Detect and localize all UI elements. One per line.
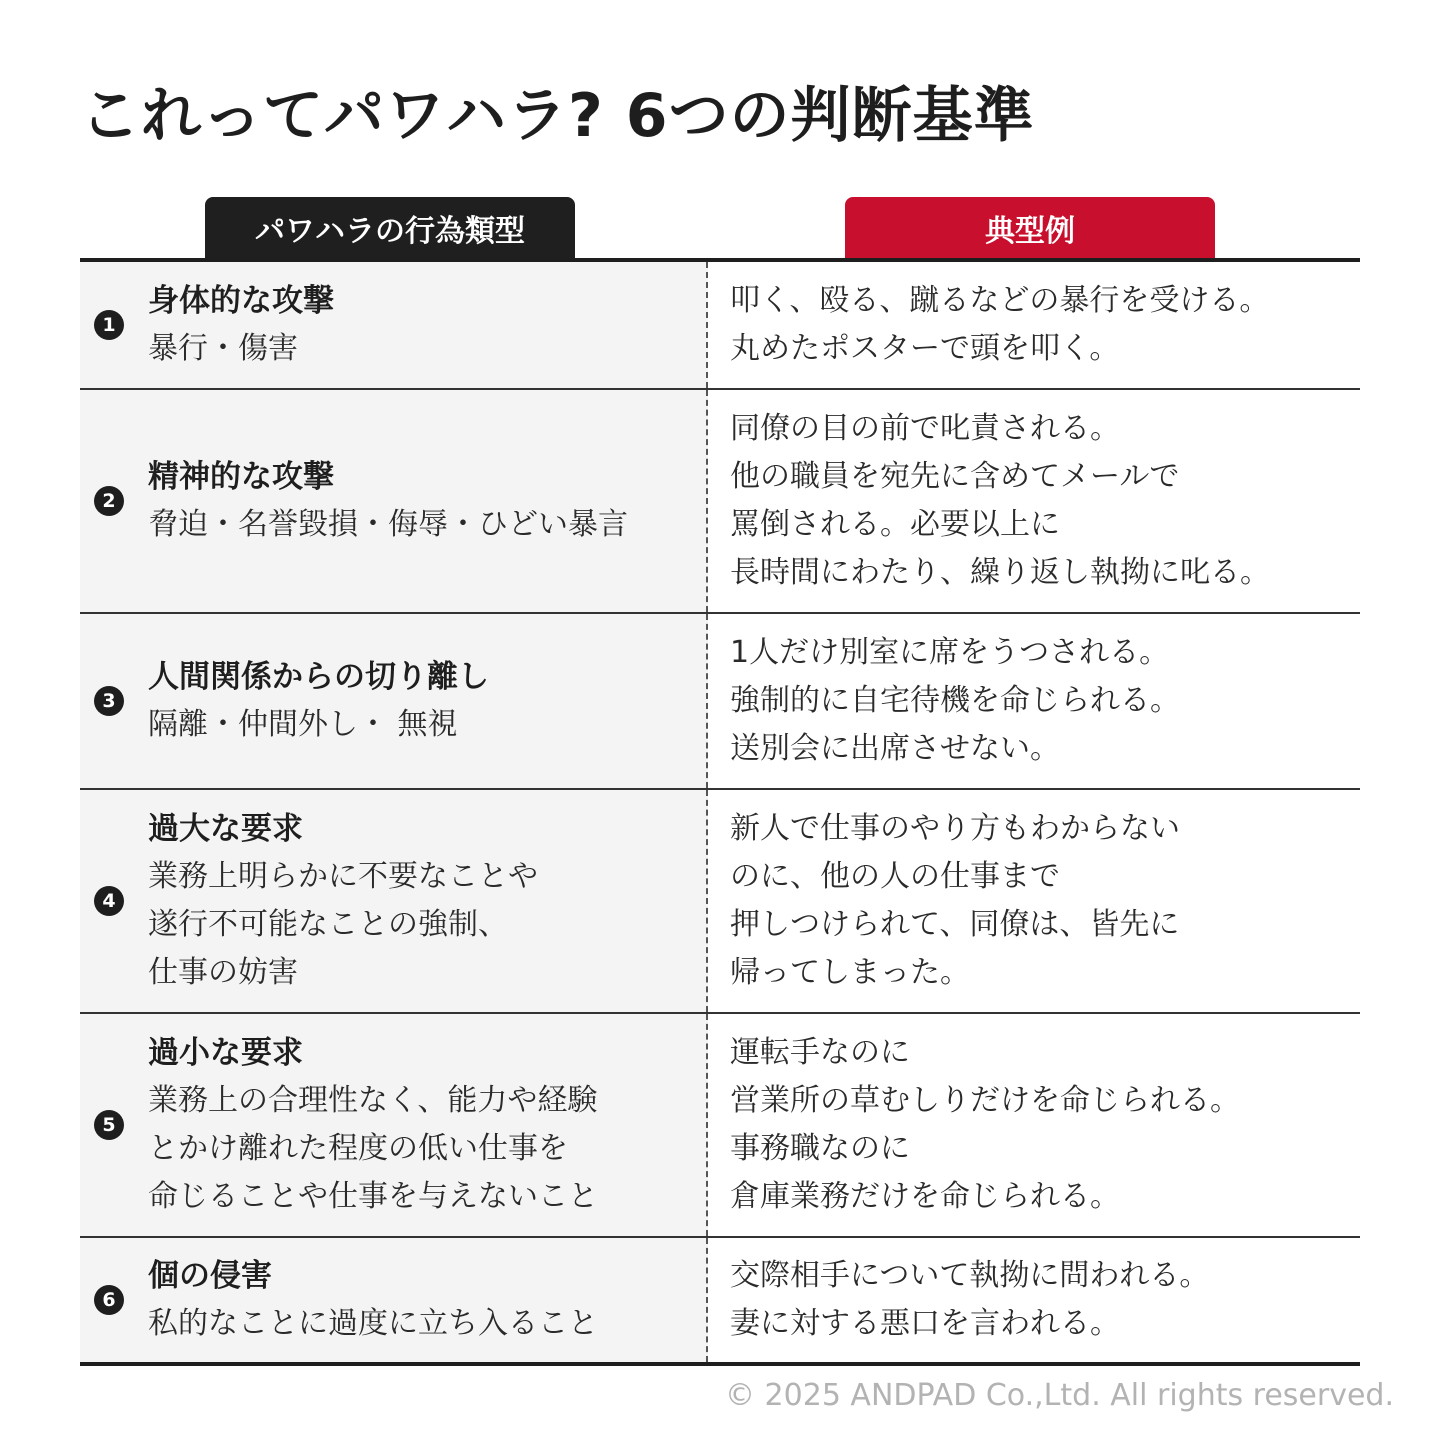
header-harassment-types: パワハラの行為類型 (205, 197, 575, 259)
type-cell (80, 790, 708, 1012)
example-line: 事務職なのに (730, 1131, 910, 1166)
number-4-icon: 4 (94, 886, 124, 916)
type-title: 過大な要求 (148, 811, 303, 847)
example-line: 押しつけられて、同僚は、皆先に (730, 907, 1180, 942)
number-5-icon: 5 (94, 1110, 124, 1140)
copyright-notice: © 2025 ANDPAD Co.,Ltd. All rights reserved. (725, 1378, 1394, 1413)
header-typical-examples: 典型例 (845, 197, 1215, 259)
example-cell (708, 1014, 1360, 1236)
number-2-icon: 2 (94, 486, 124, 516)
example-line: 同僚の目の前で叱責される。 (730, 411, 1120, 446)
example-line: 1人だけ別室に席をうつされる。 (730, 635, 1170, 670)
page-title: これってパワハラ? 6つの判断基準 (80, 81, 1035, 151)
number-1-icon: 1 (94, 310, 124, 340)
example-line: 帰ってしまった。 (730, 955, 970, 990)
type-description: とかけ離れた程度の低い仕事を (148, 1131, 568, 1166)
table-row (80, 390, 1360, 614)
example-line: 丸めたポスターで頭を叩く。 (730, 331, 1120, 366)
example-cell (708, 390, 1360, 612)
number-3-icon: 3 (94, 686, 124, 716)
table-row (80, 1238, 1360, 1362)
type-title: 人間関係からの切り離し (148, 659, 489, 695)
example-line: 送別会に出席させない。 (730, 731, 1060, 766)
type-description: 業務上明らかに不要なことや (148, 859, 538, 894)
type-description: 私的なことに過度に立ち入ること (148, 1306, 598, 1341)
type-description: 暴行・傷害 (148, 331, 298, 366)
example-line: 倉庫業務だけを命じられる。 (730, 1179, 1120, 1214)
type-cell (80, 614, 708, 788)
example-line: 叩く、殴る、蹴るなどの暴行を受ける。 (730, 283, 1270, 318)
number-6-icon: 6 (94, 1285, 124, 1315)
example-cell (708, 1238, 1360, 1362)
type-cell (80, 390, 708, 612)
example-line: 営業所の草むしりだけを命じられる。 (730, 1083, 1240, 1118)
type-cell (80, 1014, 708, 1236)
type-description: 隔離・仲間外し・ 無視 (148, 707, 458, 742)
example-line: 運転手なのに (730, 1035, 910, 1070)
example-cell (708, 614, 1360, 788)
type-title: 過小な要求 (148, 1035, 303, 1071)
example-line: のに、他の人の仕事まで (730, 859, 1060, 894)
example-line: 妻に対する悪口を言われる。 (730, 1306, 1120, 1341)
type-title: 精神的な攻撃 (148, 459, 334, 495)
type-description: 仕事の妨害 (148, 955, 298, 990)
type-description: 命じることや仕事を与えないこと (148, 1179, 598, 1214)
example-line: 交際相手について執拗に問われる。 (730, 1258, 1210, 1293)
type-title: 身体的な攻撃 (148, 283, 334, 319)
table-row (80, 614, 1360, 790)
criteria-table (80, 258, 1360, 1366)
example-cell (708, 790, 1360, 1012)
example-line: 長時間にわたり、繰り返し執拗に叱る。 (730, 555, 1270, 590)
type-description: 業務上の合理性なく、能力や経験 (148, 1083, 598, 1118)
example-line: 新人で仕事のやり方もわからない (730, 811, 1180, 846)
type-cell (80, 1238, 708, 1362)
type-title: 個の侵害 (148, 1258, 272, 1294)
example-line: 他の職員を宛先に含めてメールで (730, 459, 1180, 494)
example-cell (708, 262, 1360, 388)
table-row (80, 262, 1360, 390)
type-description: 遂行不可能なことの強制、 (148, 907, 508, 942)
type-cell (80, 262, 708, 388)
example-line: 罵倒される。必要以上に (730, 507, 1060, 542)
table-row (80, 1014, 1360, 1238)
example-line: 強制的に自宅待機を命じられる。 (730, 683, 1180, 718)
table-row (80, 790, 1360, 1014)
type-description: 脅迫・名誉毀損・侮辱・ひどい暴言 (148, 507, 628, 542)
